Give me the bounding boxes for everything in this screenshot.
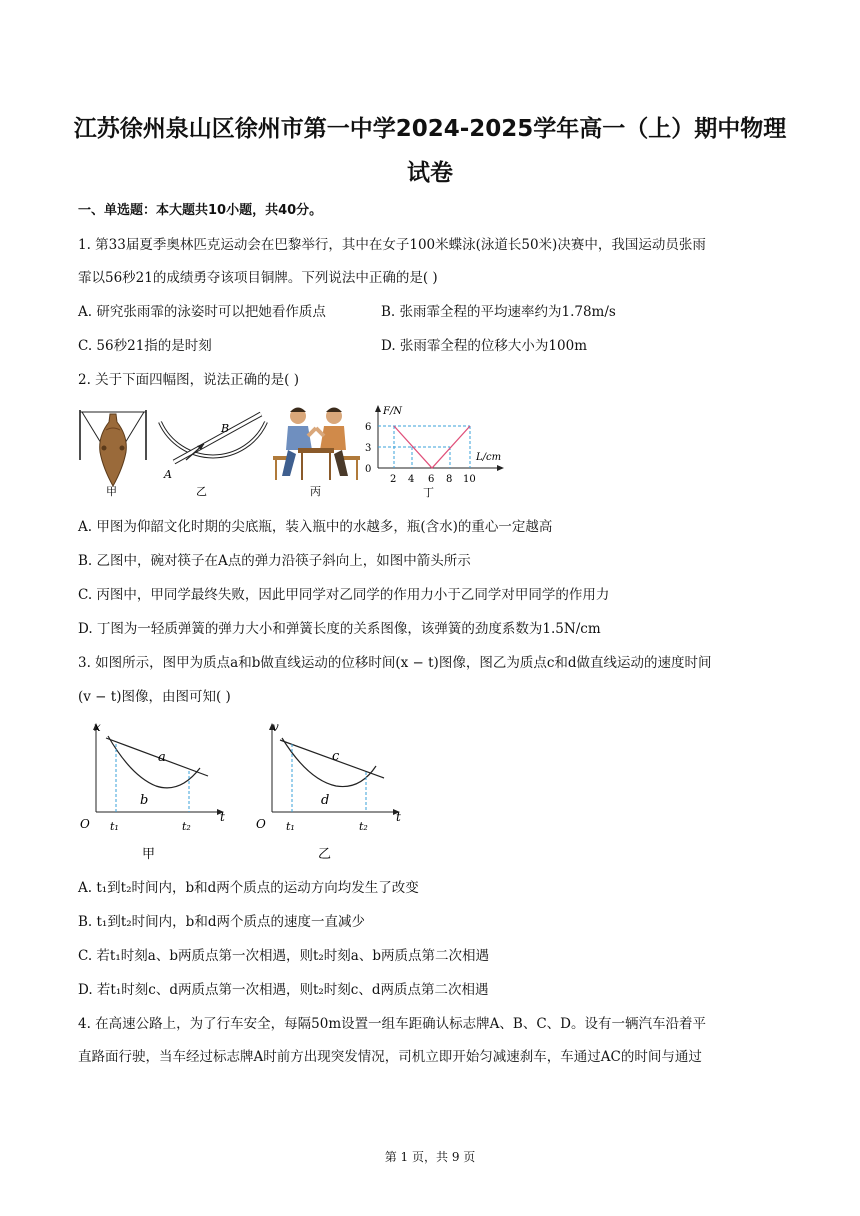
vt-t2: t₂ xyxy=(359,820,368,833)
xt-graph xyxy=(93,723,224,815)
x-tick-6: 6 xyxy=(428,474,435,485)
q1-option-c: C. 56秒21指的是时刻 xyxy=(78,338,212,354)
y-tick-6: 6 xyxy=(365,422,372,433)
x-tick-8: 8 xyxy=(446,474,453,485)
caption-yi: 乙 xyxy=(196,485,207,498)
label-a: A xyxy=(164,468,172,481)
vt-y-axis-label: v xyxy=(272,720,279,734)
x-tick-10: 10 xyxy=(463,474,476,485)
vt-label-d: d xyxy=(321,793,330,808)
vt-t-axis-label: t xyxy=(396,810,401,824)
bottle-figure xyxy=(80,410,146,486)
caption-yi: 乙 xyxy=(318,847,332,862)
y-tick-0: 0 xyxy=(365,464,372,475)
q2-option-b: B. 乙图中，碗对筷子在A点的弹力沿筷子斜向上，如图中箭头所示 xyxy=(78,553,471,569)
q3-option-c: C. 若t₁时刻a、b两质点第一次相遇，则t₂时刻a、b两质点第二次相遇 xyxy=(78,948,489,964)
q3-option-d: D. 若t₁时刻c、d两质点第一次相遇，则t₂时刻c、d两质点第二次相遇 xyxy=(78,982,489,998)
q2-option-d: D. 丁图为一轻质弹簧的弹力大小和弹簧长度的关系图像，该弹簧的劲度系数为1.5N/cm xyxy=(78,621,601,637)
xt-origin: O xyxy=(80,817,90,831)
vt-label-c: c xyxy=(332,749,340,764)
q2-figure xyxy=(76,400,516,502)
q2-option-a: A. 甲图为仰韶文化时期的尖底瓶，装入瓶中的水越多，瓶(含水)的重心一定越高 xyxy=(78,519,553,535)
q2-stem: 2. 关于下面四幅图，说法正确的是( ) xyxy=(78,372,299,388)
q1-option-b: B. 张雨霏全程的平均速率约为1.78m/s xyxy=(381,304,616,320)
xt-label-a: a xyxy=(158,750,166,765)
q3-stem-line1: 3. 如图所示，图甲为质点a和b做直线运动的位移时间(x − t)图像，图乙为质点c和d做直线运动的速度时间 xyxy=(78,655,712,671)
q1-option-a: A. 研究张雨霏的泳姿时可以把她看作质点 xyxy=(78,304,326,320)
q3-option-b: B. t₁到t₂时间内，b和d两个质点的速度一直减少 xyxy=(78,914,365,930)
q1-stem-line1: 1. 第33届夏季奥林匹克运动会在巴黎举行，其中在女子100米蝶泳(泳道长50米)决赛中，我国运动员张雨 xyxy=(78,237,706,253)
caption-bing: 丙 xyxy=(310,485,321,498)
q3-stem-line2: (v − t)图像，由图可知( ) xyxy=(78,689,231,705)
l-axis-label: L/cm xyxy=(476,452,502,463)
vt-t1: t₁ xyxy=(286,820,295,833)
exam-title-line1: 江苏徐州泉山区徐州市第一中学2024-2025学年高一（上）期中物理 xyxy=(73,116,787,142)
xt-t-axis-label: t xyxy=(220,810,225,824)
exam-title-line2: 试卷 xyxy=(407,160,453,186)
section-heading: 一、单选题：本大题共10小题，共40分。 xyxy=(78,203,323,218)
q2-option-c: C. 丙图中，甲同学最终失败，因此甲同学对乙同学的作用力小于乙同学对甲同学的作用力 xyxy=(78,587,610,603)
x-tick-4: 4 xyxy=(408,474,415,485)
page-footer: 第 1 页，共 9 页 xyxy=(384,1150,476,1164)
vt-origin: O xyxy=(256,817,266,831)
x-tick-2: 2 xyxy=(390,474,397,485)
arm-wrestling-figure xyxy=(273,408,360,481)
caption-jia: 甲 xyxy=(142,847,156,862)
q1-stem-line2: 霏以56秒21的成绩勇夺该项目铜牌。下列说法中正确的是( ) xyxy=(78,270,438,286)
q4-stem-line1: 4. 在高速公路上，为了行车安全，每隔50m设置一组车距确认标志牌A、B、C、D。设有一辆汽车沿着平 xyxy=(78,1016,706,1032)
xt-t1: t₁ xyxy=(110,820,119,833)
xt-t2: t₂ xyxy=(182,820,191,833)
y-tick-3: 3 xyxy=(365,443,372,454)
vt-graph xyxy=(269,723,400,815)
q1-option-d: D. 张雨霏全程的位移大小为100m xyxy=(381,338,587,354)
xt-y-axis-label: x xyxy=(94,720,101,734)
label-b: B xyxy=(221,422,230,435)
bowl-figure xyxy=(160,414,266,462)
q4-stem-line2: 直路面行驶，当车经过标志牌A时前方出现突发情况，司机立即开始匀减速刹车，车通过AC的时间与通过 xyxy=(78,1049,702,1065)
f-axis-label: F/N xyxy=(383,406,403,417)
xt-label-b: b xyxy=(140,793,149,808)
caption-ding: 丁 xyxy=(423,486,434,499)
q3-figure xyxy=(76,716,416,866)
q3-option-a: A. t₁到t₂时间内，b和d两个质点的运动方向均发生了改变 xyxy=(78,880,419,896)
caption-jia: 甲 xyxy=(106,485,117,498)
